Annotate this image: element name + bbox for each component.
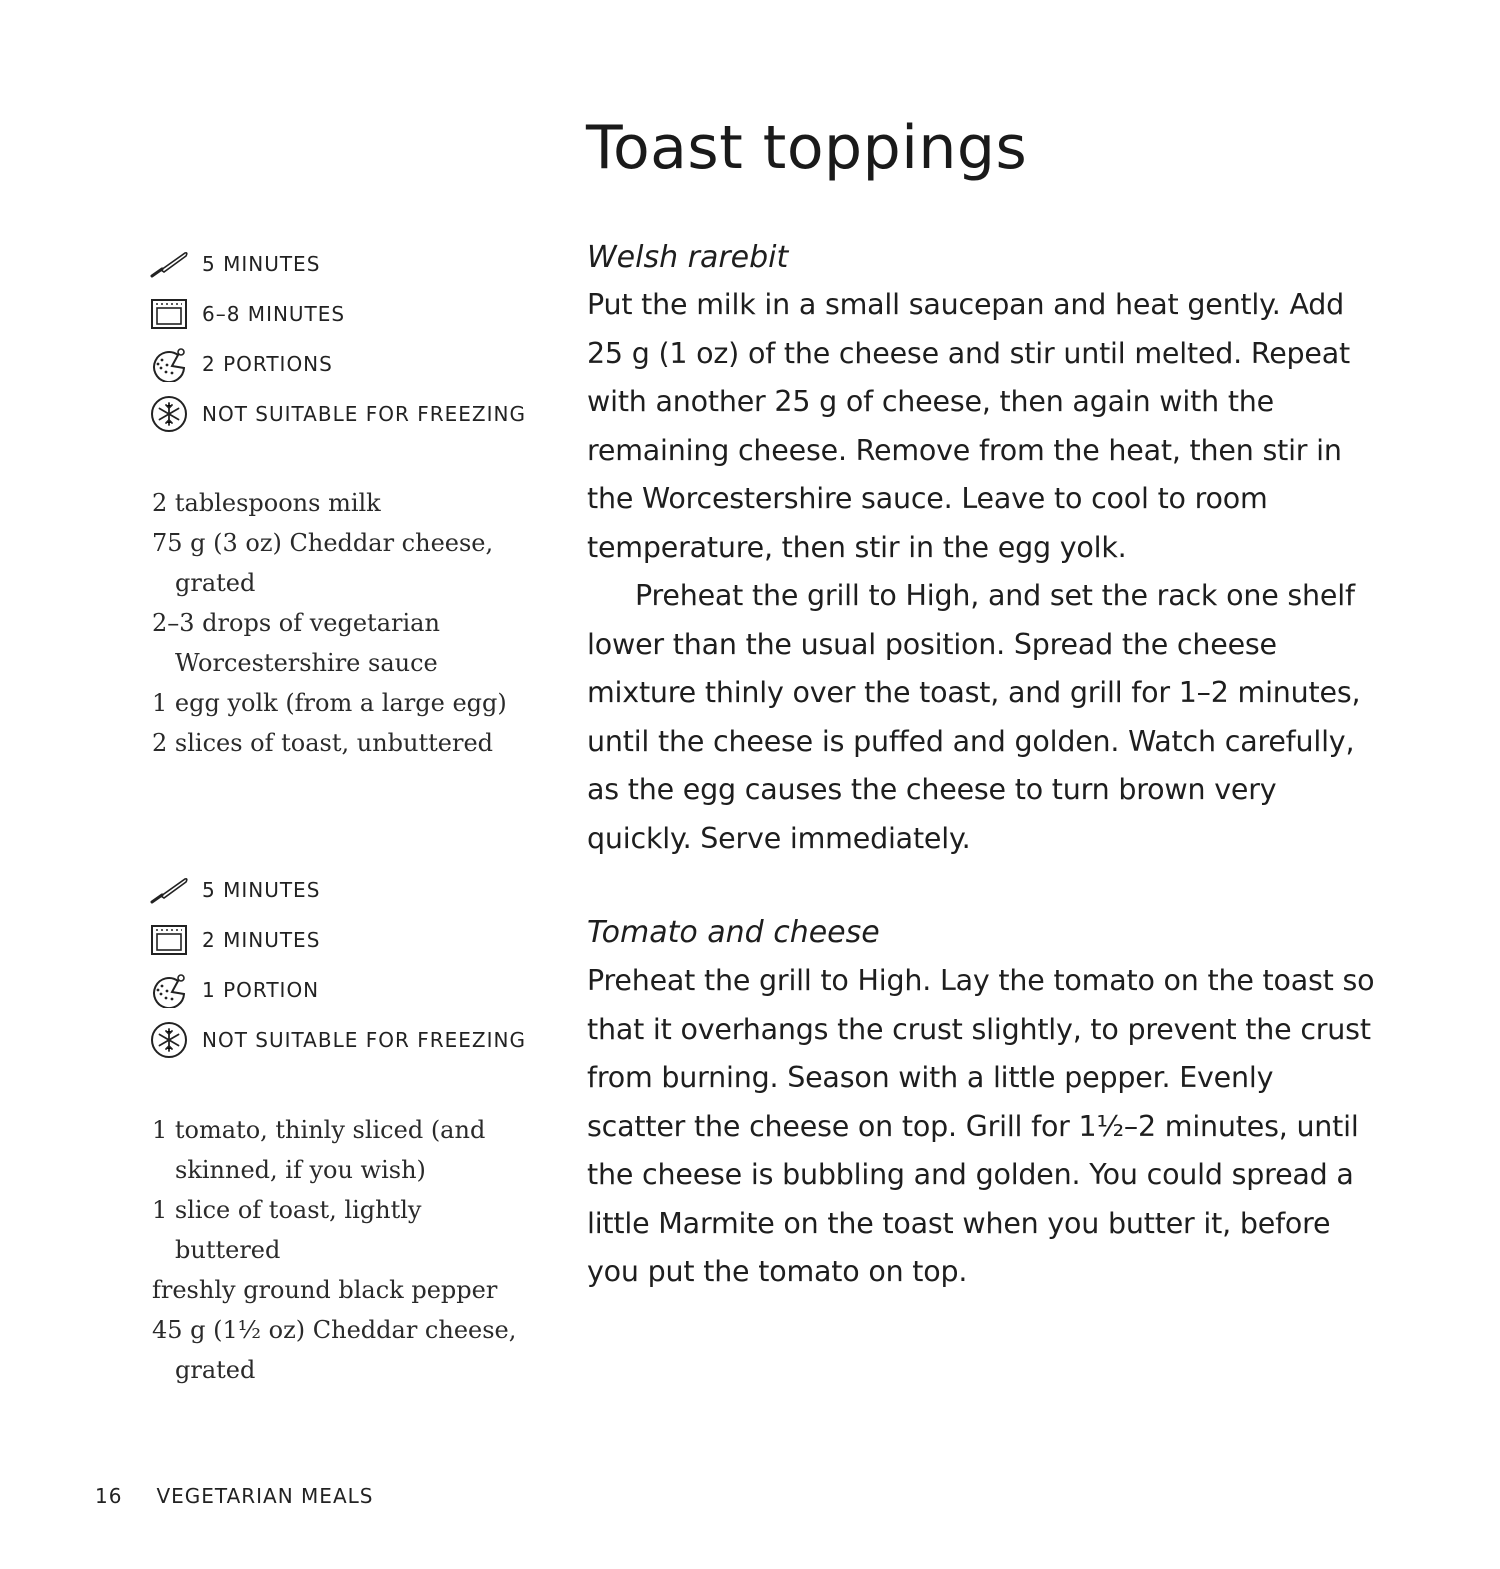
oven-icon: [150, 296, 190, 332]
page-title: Toast toppings: [586, 113, 1028, 183]
recipe-2-method: [587, 957, 1377, 1297]
recipe-1-meta: [150, 239, 526, 439]
knife-icon: [150, 246, 190, 282]
ingredient-item: 1 slice of toast, lightly buttered: [152, 1196, 422, 1264]
portions: 2 PORTIONS: [202, 352, 333, 376]
prep-time-row: [150, 239, 526, 289]
portions-row: [150, 965, 526, 1015]
recipe-1-method: [587, 281, 1377, 863]
portions: 1 PORTION: [202, 978, 320, 1002]
recipe-2-heading: Tomato and cheese: [587, 915, 880, 950]
recipe-1-ingredients: [152, 483, 542, 763]
freezing-row: [150, 1015, 526, 1065]
ingredient-item: 2 tablespoons milk: [152, 489, 381, 517]
section-title: VEGETARIAN MEALS: [156, 1484, 374, 1508]
recipe-1-heading: Welsh rarebit: [587, 240, 789, 275]
portions-row: [150, 339, 526, 389]
ingredient-item: freshly ground black pepper: [152, 1276, 498, 1304]
ingredient-item: 1 egg yolk (from a large egg): [152, 689, 507, 717]
prep-time: 5 MINUTES: [202, 878, 321, 902]
ingredient-item: 2–3 drops of vegetarian Worcestershire sauce: [152, 609, 440, 677]
cook-time: 6–8 MINUTES: [202, 302, 346, 326]
method-paragraph: Preheat the grill to High. Lay the tomato on the toast so that it overhangs the crust slightly, to prevent the crust from burning. Season with a little pepper. Evenly scatter the cheese on top. Grill for 1½–2 minutes, until the cheese is bubbling and golden. You could spread a little Marmite on the toast when you butter it, before you put the tomato on top.: [587, 964, 1375, 1288]
recipe-2-meta: [150, 865, 526, 1065]
ingredient-item: 2 slices of toast, unbuttered: [152, 729, 494, 757]
method-paragraph: Preheat the grill to High, and set the rack one shelf lower than the usual position. Spread the cheese mixture thinly over the toast, and grill for 1–2 minutes, until the cheese is puffed and golden. Watch carefully, as the egg causes the cheese to turn brown very quickly. Serve immediately.: [587, 579, 1361, 855]
freezing-note: NOT SUITABLE FOR FREEZING: [202, 1028, 526, 1052]
cook-time-row: [150, 289, 526, 339]
portion-icon: [150, 346, 190, 382]
cook-time: 2 MINUTES: [202, 928, 321, 952]
portion-icon: [150, 972, 190, 1008]
freezing-row: [150, 389, 526, 439]
ingredient-item: 75 g (3 oz) Cheddar cheese, grated: [152, 529, 494, 597]
ingredient-item: 45 g (1½ oz) Cheddar cheese, grated: [152, 1316, 517, 1384]
method-paragraph: Put the milk in a small saucepan and heat gently. Add 25 g (1 oz) of the cheese and stir until melted. Repeat with another 25 g of cheese, then again with the remaining cheese. Remove from the heat, then stir in the Worcestershire sauce. Leave to cool to room temperature, then stir in the egg yolk.: [587, 288, 1351, 564]
page-footer: [95, 1484, 373, 1508]
snowflake-icon: [150, 1022, 190, 1058]
page-number: 16: [95, 1484, 123, 1508]
freezing-note: NOT SUITABLE FOR FREEZING: [202, 402, 526, 426]
prep-time: 5 MINUTES: [202, 252, 321, 276]
cook-time-row: [150, 915, 526, 965]
oven-icon: [150, 922, 190, 958]
knife-icon: [150, 872, 190, 908]
recipe-2-ingredients: [152, 1110, 542, 1390]
prep-time-row: [150, 865, 526, 915]
snowflake-icon: [150, 396, 190, 432]
ingredient-item: 1 tomato, thinly sliced (and skinned, if you wish): [152, 1116, 486, 1184]
